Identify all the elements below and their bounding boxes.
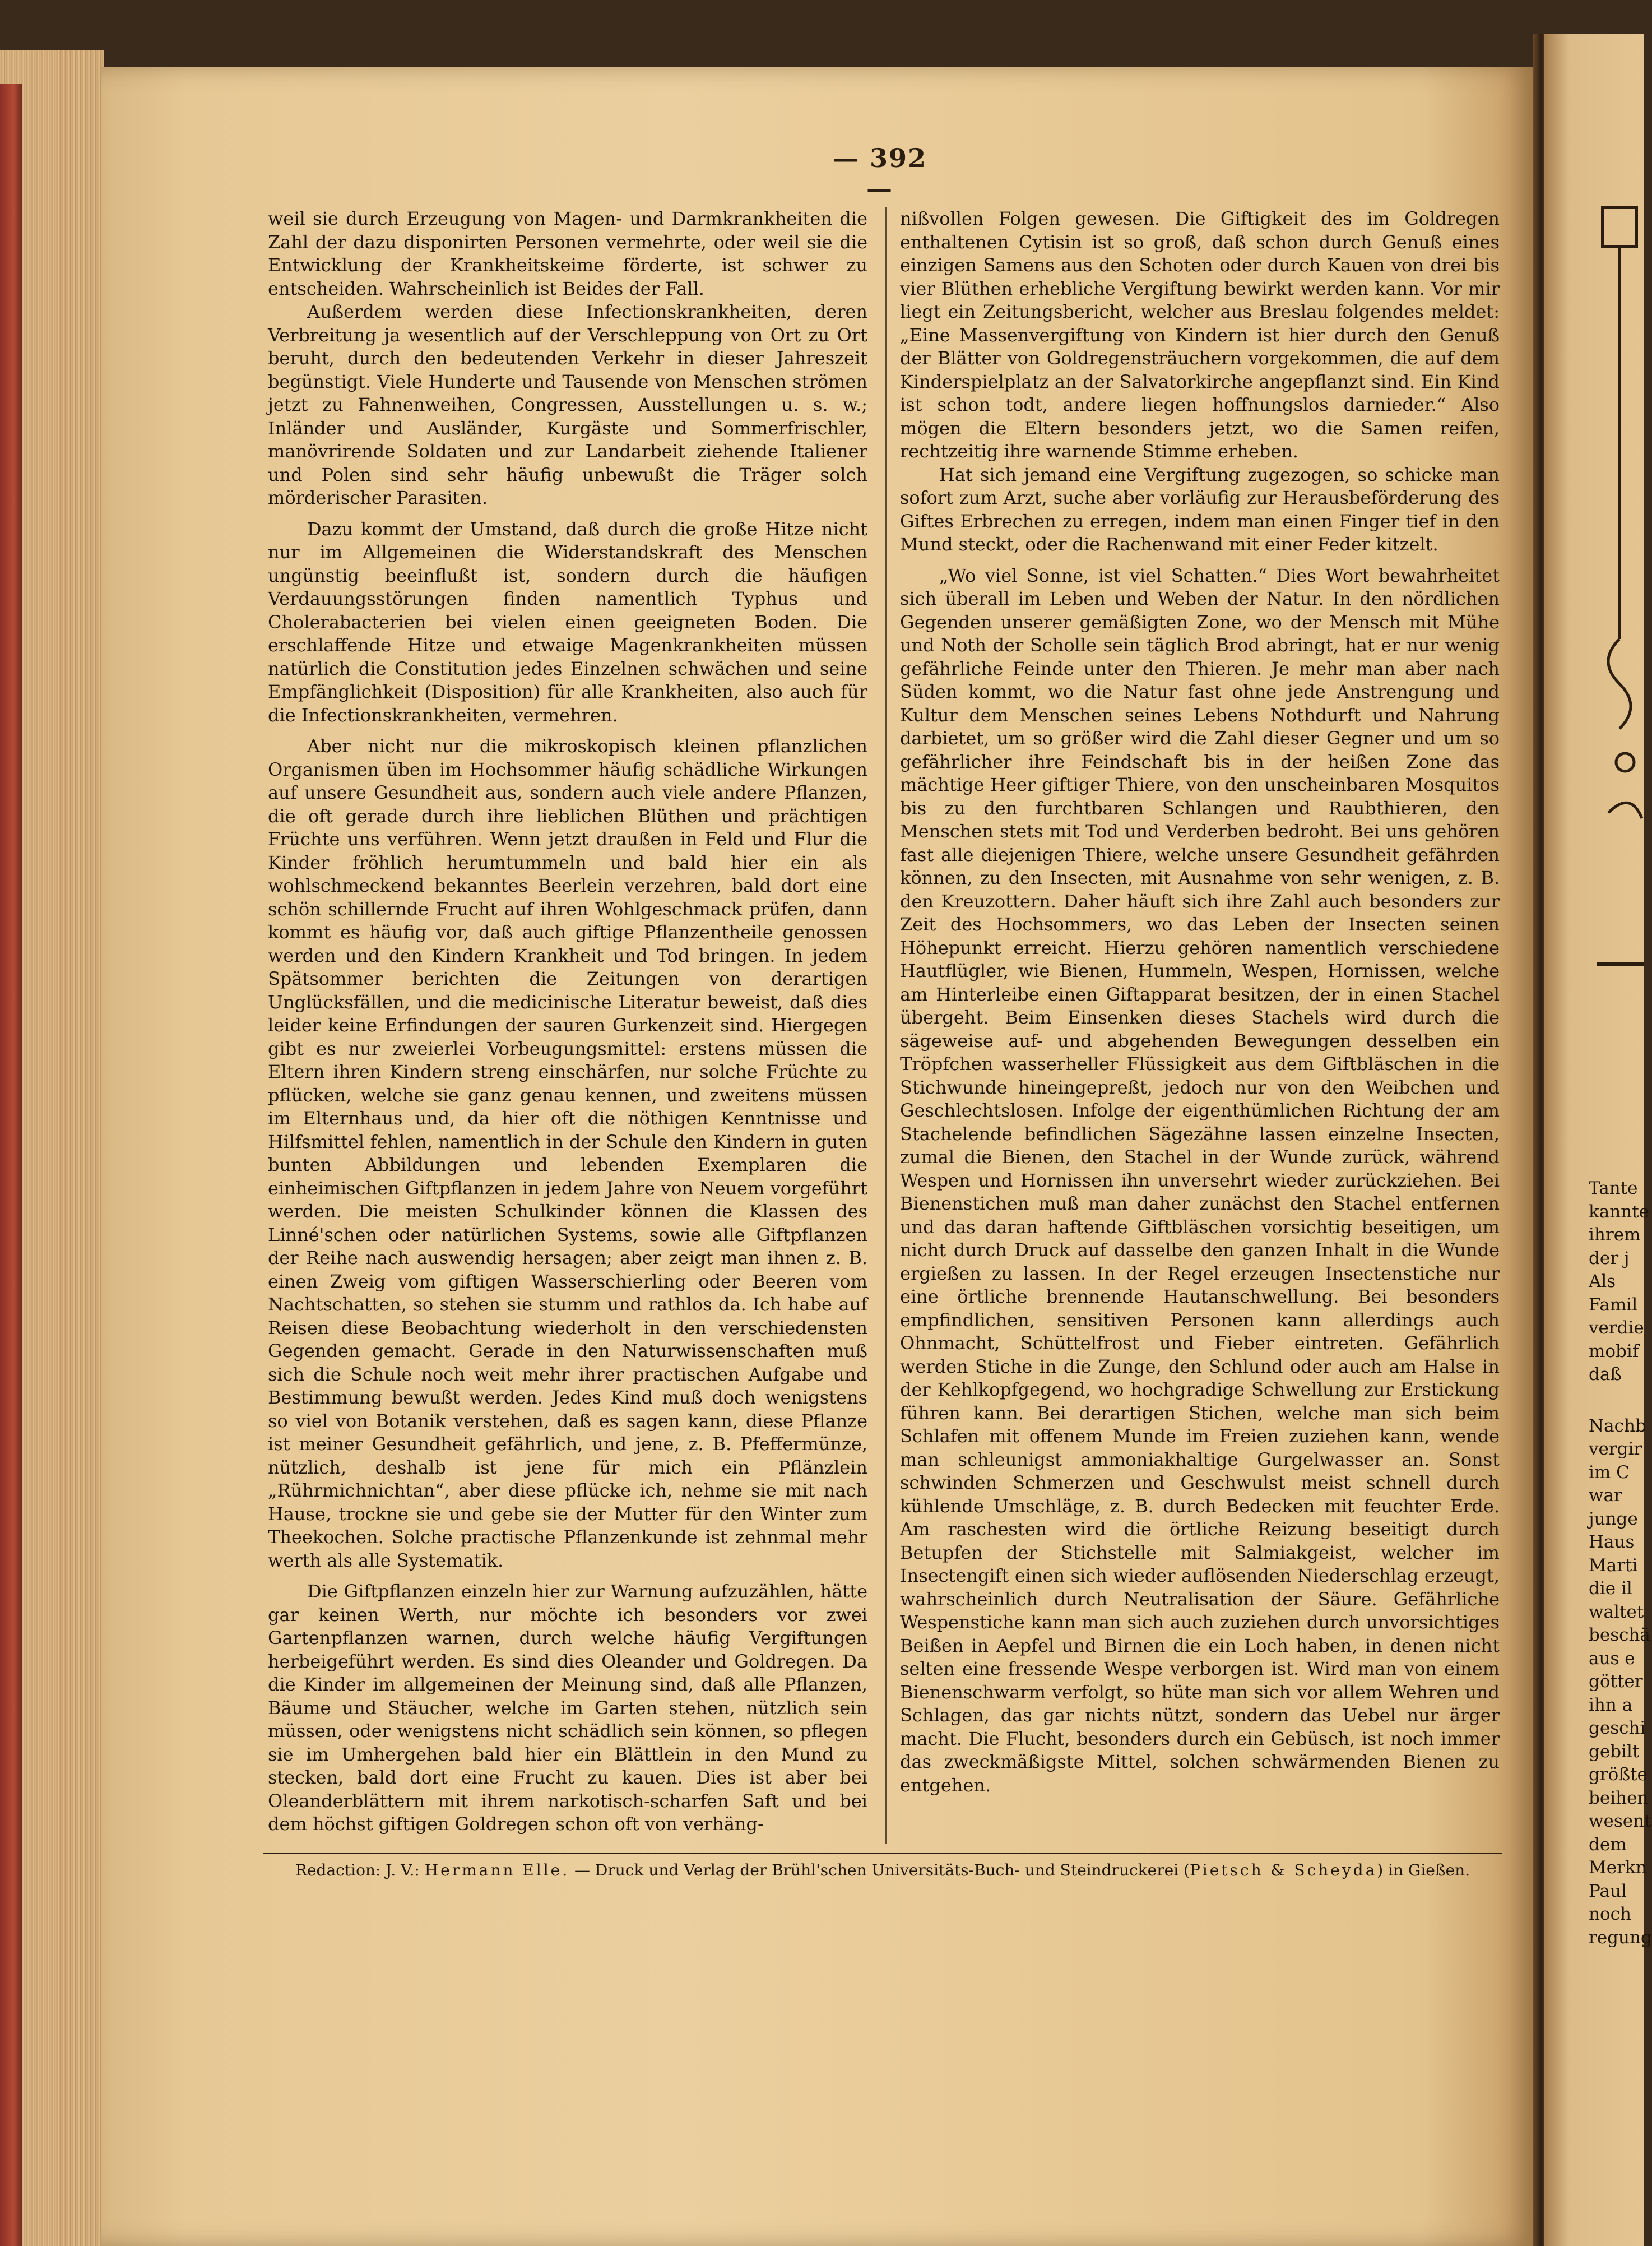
facing-line: beschä (1589, 1625, 1650, 1645)
paragraph: weil sie durch Erzeugung von Magen- und Darmkrankheiten die Zahl der dazu disponirten Personen vermehrte, oder weil sie die Entwicklung der Krankheitskeime förderte, ist schwer zu entscheiden. Wahrscheinlich ist Beides der Fall. (268, 208, 867, 299)
facing-line: die il (1589, 1578, 1632, 1599)
imprint-printers: Pietsch & Scheyda (1189, 1861, 1377, 1879)
facing-line: ihrem (1589, 1225, 1641, 1245)
imprint-prefix: Redaction: J. V.: (295, 1861, 420, 1879)
facing-line: Nachb (1589, 1415, 1646, 1436)
paragraph: Außerdem werden diese Infectionskrankheiten, deren Verbreitung ja wesentlich auf der Verschleppung von Ort zu Ort beruht, durch den bedeutenden Verkehr in dieser Jahreszeit begünstigt. Viele Hunderte und Tausende von Menschen strömen jetzt zu Fahnenweihen, Congressen, Ausstellungen u. s. w.; Inländer und Ausländer, Kurgäste und Sommerfrischler, manövrirende Soldaten und zur Landarbeit ziehende Italiener und Polen sind sehr häufig unbewußt die Träger solch mörderischer Parasiten. (268, 301, 867, 508)
facing-line: kannte (1589, 1201, 1650, 1222)
facing-line: Haus (1589, 1532, 1635, 1552)
facing-line: daß (1589, 1364, 1622, 1384)
facing-line: götter (1589, 1671, 1643, 1692)
column-divider (885, 207, 887, 1844)
paragraph: Die Giftpflanzen einzeln hier zur Warnung aufzuzählen, hätte gar keinen Werth, nur möchte ich besonders vor zwei Gartenpflanzen warnen, durch welche häufig Vergiftungen herbeigeführt werden. Es sind dies Oleander und Goldregen. Da die Kinder im allgemeinen der Meinung sind, daß alle Pflanzen, Bäume und Stäucher, welche im Garten stehen, nützlich sein müssen, oder wenigstens nicht schädlich sein können, so pflegen sie im Umhergehen bald hier ein Blättlein in den Mund zu stecken, bald dort eine Frucht zu kauen. Dies ist aber bei Oleanderblättern mit ihrem narkotisch-scharfen Saft und bei dem höchst giftigen Goldregen schon oft von verhäng- (268, 1581, 867, 1835)
facing-page-text (1589, 1177, 1652, 1949)
facing-line: ihn a (1589, 1694, 1633, 1715)
left-column (268, 207, 867, 1836)
facing-line: junge (1589, 1508, 1638, 1529)
right-column (900, 207, 1500, 1797)
facing-line: wesent (1589, 1811, 1651, 1831)
facing-line: im C (1589, 1462, 1630, 1483)
facing-line: dem (1589, 1834, 1627, 1855)
facing-line: geschi (1589, 1718, 1646, 1738)
imprint-middle: — Druck und Verlag der Brühl'schen Universitäts-Buch- und Steindruckerei ( (574, 1861, 1190, 1879)
imprint-suffix: ) in Gießen. (1377, 1861, 1470, 1879)
imprint-editor: Hermann Elle. (424, 1861, 570, 1879)
footer-rule (263, 1853, 1502, 1854)
facing-line: Marti (1589, 1555, 1638, 1576)
facing-line: Tante (1589, 1178, 1638, 1198)
paragraph: nißvollen Folgen gewesen. Die Giftigkeit des im Goldregen enthaltenen Cytisin ist so groß, daß schon durch Genuß eines einzigen Samens aus den Schoten oder durch Kauen von drei bis vier Blüthen erhebliche Vergiftung bewirkt werden kann. Vor mir liegt ein Zeitungsbericht, welcher aus Breslau folgendes meldet: „Eine Massenvergiftung von Kindern ist hier durch den Genuß der Blätter von Goldregensträuchern vorgekommen, die auf dem Kinderspielplatz an der Salvatorkirche angepflanzt sind. Ein Kind ist schon todt, andere liegen hoffnungslos darnieder.“ Also mögen die Eltern besonders jetzt, wo die Samen reifen, rechtzeitig ihre warnende Stimme erheben. (900, 208, 1500, 462)
page-number: — 392 — (832, 143, 927, 203)
facing-line: waltet (1589, 1601, 1644, 1622)
facing-line: der j (1589, 1248, 1630, 1268)
facing-line: Merkn (1589, 1858, 1647, 1878)
paragraph: „Wo viel Sonne, ist viel Schatten.“ Dies Wort bewahrheitet sich überall im Leben und Weben der Natur. In den nördlichen Gegenden unserer gemäßigten Zone, wo der Mensch mit Mühe und Noth der Scholle sein täglich Brod abringt, hat er nur wenig gefährliche Feinde unter den Thieren. Je mehr man aber nach Süden kommt, wo die Natur fast ohne jede Anstrengung und Kultur dem Menschen seines Lebens Nothdurft und Nahrung darbietet, um so größer wird die Zahl dieser Gegner und um so gefährlicher ihre Feindschaft bis in der heißen Zone das mächtige Heer giftiger Thiere, von den unscheinbaren Mosquitos bis zu den furchtbaren Schlangen und Raubthieren, den Menschen stets mit Tod und Verderben bedroht. Bei uns gehören fast alle diejenigen Thiere, welche unsere Gesundheit gefährden können, zu den Insecten, mit Ausnahme von sehr wenigen, z. B. den Kreuzottern. Daher häuft sich ihre Zahl auch besonders zur Zeit des Hochsommers, wo das Leben der Insecten seinen Höhepunkt erreicht. Hierzu gehören namentlich verschiedene Hautflügler, wie Bienen, Hummeln, Wespen, Hornissen, welche am Hinterleibe einen Giftapparat besitzen, der in einen Stachel übergeht. Beim Einsenken dieses Stachels wird durch die sägeweise auf- und abgehenden Bewegungen desselben ein Tröpfchen wasserheller Flüssigkeit aus dem Giftbläschen in die Stichwunde hineingepreßt, jedoch nur von den Weibchen und Geschlechtslosen. Infolge der eigenthümlichen Richtung der am Stachelende befindlichen Sägezähne lassen einzelne Insecten, zumal die Bienen, den Stachel in der Wunde zurück, während Wespen und Hornissen ihn unversehrt wieder zurückziehen. Bei Bienenstichen muß man daher zunächst den Stachel entfernen und das daran haftende Giftbläschen vorsichtig beseitigen, um nicht durch Druck auf dasselbe den ganzen Inhalt in die Wunde ergießen zu lassen. In der Regel erzeugen Insectenstiche nur eine örtliche brennende Hautanschwellung. Bei besonders empfindlichen, sensitiven Personen kann allerdings auch Ohnmacht, Schüttelfrost und Fieber eintreten. Gefährlich werden Stiche in die Zunge, den Schlund oder auch am Halse in der Kehlkopfgegend, wo hochgradige Schwellung zur Erstickung führen kann. Bei derartigen Stichen, welche man sich beim Schlafen mit offenem Munde im Freien zuziehen kann, wende man schleunigst ammoniakhaltige Gurgelwasser an. Sonst schwinden Schmerzen und Geschwulst meist schnell durch kühlende Umschläge, z. B. durch Bedecken mit feuchter Erde. Am raschesten wird die örtliche Reizung beseitigt durch Betupfen der Stichstelle mit Salmiakgeist, welcher im Insectengift einen sich wieder auflösenden Niederschlag erzeugt, wahrscheinlich durch Neutralisation der Säure. Gefährliche Wespenstiche kann man sich auch zuziehen durch unvorsichtiges Beißen in Aepfel und Birnen die ein Loch haben, in denen nicht selten eine fressende Wespe verborgen ist. Wird man von einem Bienenschwarm verfolgt, so hüte man sich vor allem Wehren und Schlagen, das gar nichts nützt, sondern das Uebel nur ärger macht. Die Flucht, besonders durch ein Gebüsch, ist noch immer das zweckmäßigste Mittel, solchen schwärmenden Bienen zu entgehen. (900, 564, 1500, 1796)
facing-line: mobif (1589, 1341, 1639, 1362)
facing-line: war (1589, 1485, 1622, 1506)
facing-line: Paul (1589, 1881, 1627, 1901)
facing-line: Als (1589, 1271, 1616, 1291)
facing-line: Famil (1589, 1294, 1638, 1315)
facing-line: aus e (1589, 1648, 1635, 1669)
paragraph: Aber nicht nur die mikroskopisch kleinen pflanzlichen Organismen üben im Hochsommer häufig schädliche Wirkungen auf unsere Gesundheit aus, sondern auch viele andere Pflanzen, die oft gerade durch ihre lieblichen Blüthen und prächtigen Früchte uns verführen. Wenn jetzt draußen in Feld und Flur die Kinder fröhlich herumtummeln und bald hier ein als wohlschmeckend bekanntes Beerlein verzehren, bald dort eine schön schillernde Frucht auf ihren Wohlgeschmack prüfen, dann kommt es häufig vor, daß auch giftige Pflanzentheile genossen werden und den Kindern Krankheit und Tod bringen. In jedem Spätsommer berichten die Zeitungen von derartigen Unglücksfällen, und die medicinische Literatur beweist, daß dies leider keine Erfindungen der sauren Gurkenzeit sind. Hiergegen gibt es nur zweierlei Vorbeugungsmittel: erstens müssen die Eltern ihren Kindern streng einschärfen, nur solche Früchte zu pflücken, welche sie ganz genau kennen, und zweitens müssen im Elternhaus und, da hier oft die nöthigen Kenntnisse und Hilfsmittel fehlen, namentlich in der Schule den Kindern in guten bunten Abbildungen und lebenden Exemplaren die einheimischen Giftpflanzen in jedem Jahre von Neuem vorgeführt werden. Die meisten Schulkinder können die Klassen des Linné'schen oder natürlichen Systems, sowie alle Giftpflanzen der Reihe nach auswendig hersagen; aber zeigt man ihnen z. B. einen Zweig vom giftigen Wasserschierling oder Beeren vom Nachtschatten, so stehen sie stumm und rathlos da. Ich habe auf Reisen diese Beobachtung wiederholt in den verschiedensten Gegenden gemacht. Gerade in den Naturwissenschaften muß sich die Schule noch weit mehr ihrer practischen Aufgabe und Bestimmung bewußt werden. Jedes Kind muß doch wenigstens so viel von Botanik verstehen, daß es sagen kann, diese Pflanze ist meiner Gesundheit gefährlich, und jene, z. B. Pfeffermünze, nützlich, deshalb ist jene für mich ein Pflänzlein „Rührmichnichtan“, aber diese pflücke ich, nehme sie mit nach Hause, trockne sie und gebe sie der Mutter für den Winter zum Theekochen. Solche practische Pflanzenkunde ist zehnmal mehr werth als alle Systematik. (268, 735, 867, 1571)
book-cover-edge (0, 84, 22, 2246)
paragraph: Hat sich jemand eine Vergiftung zugezogen, so schicke man sofort zum Arzt, suche aber vorläufig zur Herausbeförderung des Giftes Erbrechen zu erregen, indem man einen Finger tief in den Mund steckt, oder die Rachenwand mit einer Feder kitzelt. (900, 464, 1500, 555)
facing-line: gebilt (1589, 1741, 1640, 1762)
facing-line: vergir (1589, 1439, 1642, 1459)
facing-page-ornament (1591, 202, 1644, 987)
facing-line: noch (1589, 1904, 1631, 1924)
facing-line: größte (1589, 1765, 1648, 1785)
facing-line: regung (1589, 1927, 1652, 1948)
imprint-line (263, 1861, 1502, 1879)
facing-line: beihen (1589, 1787, 1649, 1808)
paragraph: Dazu kommt der Umstand, daß durch die große Hitze nicht nur im Allgemeinen die Widerstandskraft des Menschen ungünstig beeinflußt ist, sondern durch die häufigen Verdauungsstörungen finden namentlich Typhus und Cholerabacterien bei vielen einen geeigneten Boden. Die erschlaffende Hitze und etwaige Magenkrankheiten müssen natürlich die Constitution jedes Einzelnen schwächen und seine Empfänglichkeit (Disposition) für alle Krankheiten, also auch für die Infectionskrankheiten, vermehren. (268, 518, 867, 726)
facing-line: verdie (1589, 1318, 1644, 1338)
